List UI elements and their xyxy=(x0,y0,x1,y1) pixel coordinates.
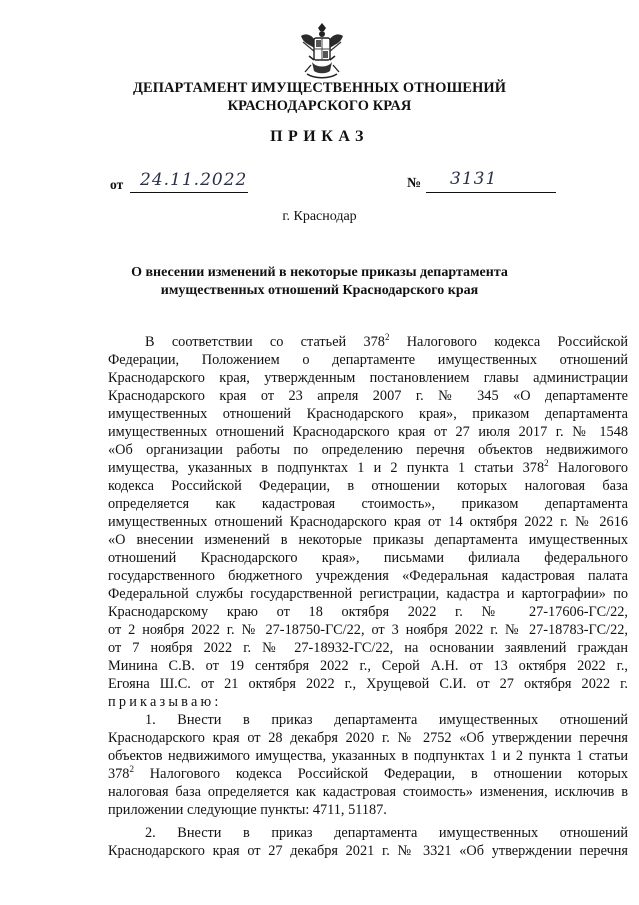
body-line: имущества, указанных в подпунктах 1 и 2 пункта 1 статьи $378^2$ Налогового xyxy=(108,458,628,476)
department-name-line2: КРАСНОДАРСКОГО КРАЯ xyxy=(227,98,412,114)
body-line: имущественных отношений Краснодарского края», приказом департамента xyxy=(108,406,628,422)
item-1-line: объектов недвижимого имущества, указанных в подпунктах 1 и 2 пункта 1 статьи xyxy=(108,748,628,764)
document-type: ПРИКАЗ xyxy=(270,128,369,145)
body-line: В соответствии со статьей $378^2$ Налогового кодекса Российской xyxy=(145,332,628,350)
date-underline xyxy=(130,192,248,193)
item-1-line: Краснодарского края от 28 декабря 2020 г. № 2752 «Об утверждении перечня xyxy=(108,730,628,746)
number-underline xyxy=(426,192,556,193)
body-line: имущественных отношений Краснодарского края от 14 октября 2022 г. № 2616 xyxy=(108,514,628,530)
krasnodar-coat-of-arms-icon xyxy=(299,22,345,80)
document-title-line1: О внесении изменений в некоторые приказы департамента xyxy=(131,265,508,280)
body-line: определяется как кадастровая стоимость», приказом департамента xyxy=(108,496,628,512)
item-1-line: $378^2$ Налогового кодекса Российской Федерации, в отношении которых xyxy=(108,764,628,782)
number-label: № xyxy=(407,176,422,191)
body-line: Краснодарского края от 23 апреля 2007 г. № 345 «О департаменте xyxy=(108,388,628,404)
body-line: от 7 ноября 2022 г. № 27-18932-ГС/22, на основании заявлений граждан xyxy=(108,640,628,656)
city: г. Краснодар xyxy=(282,209,357,224)
body-line: отношений Краснодарского края», письмами филиала федерального xyxy=(108,550,628,566)
document-title-line2: имущественных отношений Краснодарского края xyxy=(160,283,479,298)
department-name-line1: ДЕПАРТАМЕНТ ИМУЩЕСТВЕННЫХ ОТНОШЕНИЙ xyxy=(133,80,506,96)
body-line: Минина С.В. от 19 сентября 2022 г., Серой А.Н. от 13 октября 2022 г., xyxy=(108,658,628,674)
order-date: 24.11.2022 xyxy=(140,170,248,190)
order-verb: приказываю: xyxy=(108,694,222,710)
body-line: от 2 ноября 2022 г. № 27-18750-ГС/22, от 3 ноября 2022 г. № 27-18783-ГС/22, xyxy=(108,622,628,638)
item-2-line: Краснодарского края от 27 декабря 2021 г. № 3321 «Об утверждении перечня xyxy=(108,843,628,859)
date-label: от xyxy=(110,177,124,192)
body-line: Краснодарского края, утвержденным постановлением главы администрации xyxy=(108,370,628,386)
body-line: Федеральной службы государственной регистрации, кадастра и картографии» по xyxy=(108,586,628,602)
body-line: Федерации, Положением о департаменте имущественных отношений xyxy=(108,352,628,368)
body-line: Егояна Ш.С. от 21 октября 2022 г., Хрущевой С.И. от 27 октября 2022 г. xyxy=(108,676,628,692)
body-line: государственного бюджетного учреждения «Федеральная кадастровая палата xyxy=(108,568,628,584)
body-line: имущественных отношений Краснодарского края от 27 июля 2017 г. № 1548 xyxy=(108,424,628,440)
item-2-line: 2. Внести в приказ департамента имущественных отношений xyxy=(145,825,628,841)
body-line: «О внесении изменений в некоторые приказы департамента имущественных xyxy=(108,532,628,548)
body-line: «Об организации работы по определению перечня объектов недвижимого xyxy=(108,442,628,458)
body-line: Краснодарскому краю от 18 октября 2022 г. № 27-17606-ГС/22, xyxy=(108,604,628,620)
item-1-line: 1. Внести в приказ департамента имущественных отношений xyxy=(145,712,628,728)
item-1-line: приложении следующие пункты: 4711, 51187. xyxy=(108,802,387,818)
body-line: кодекса Российской Федерации, в отношении которых налоговая база xyxy=(108,478,628,494)
item-1-line: налоговая база определяется как кадастровая стоимость» изменения, исключив в xyxy=(108,784,628,800)
order-number: 3131 xyxy=(450,169,498,189)
